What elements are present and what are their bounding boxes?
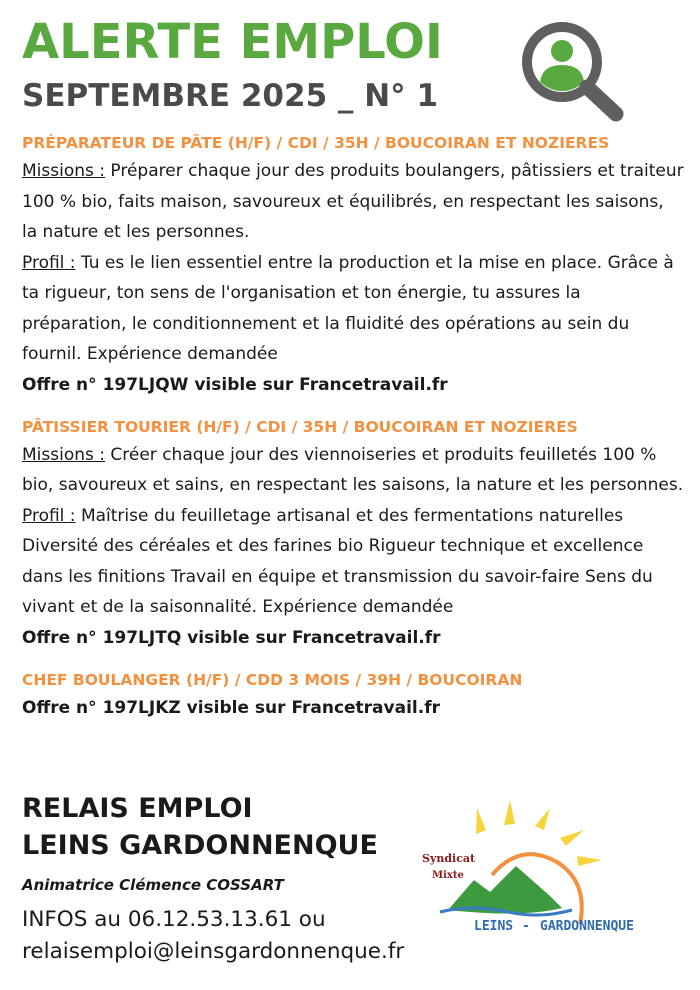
offer-preparateur [22, 130, 684, 400]
offer-profil [22, 501, 684, 623]
footer-phone: INFOS au 06.12.53.13.61 ou [22, 907, 326, 932]
logo-separator: - [522, 919, 530, 934]
offer-title: PÂTISSIER TOURIER (H/F) / CDI / 35H / BOUCOIRAN ET NOZIERES [22, 417, 578, 436]
missions-label: Missions : [22, 161, 105, 181]
offer-reference: Offre n° 197LJQW visible sur Francetravail.fr [22, 374, 448, 395]
offer-chef-boulanger [22, 667, 684, 723]
page-title: ALERTE EMPLOI [22, 14, 443, 70]
logo-syndicat-text: Syndicat [422, 852, 476, 865]
offer-profil [22, 248, 684, 370]
issue-subtitle: SEPTEMBRE 2025 _ N° 1 [22, 78, 439, 114]
logo-mixte-text: Mixte [432, 870, 464, 881]
profil-label: Profil : [22, 505, 76, 526]
offer-missions [22, 156, 684, 248]
hills-graphic [448, 866, 562, 914]
profil-label: Profil : [22, 252, 76, 273]
offer-patissier [22, 414, 684, 653]
profil-text: Tu es le lien essentiel entre la production et la mise en place. Grâce à ta rigueur, ton sens de l'organisation et ton énergie, tu assures la préparation, le conditionnement et la fluidité des opérations au sein du fournil. Expérience demandée [22, 252, 674, 364]
offer-title: PRÉPARATEUR DE PÂTE (H/F) / CDI / 35H / BOUCOIRAN ET NOZIERES [22, 134, 610, 152]
syndicat-logo [412, 800, 677, 960]
offer-title: CHEF BOULANGER (H/F) / CDD 3 MOIS / 39H / BOUCOIRAN [22, 670, 523, 689]
missions-text: Créer chaque jour des viennoiseries et produits feuilletés 100 % bio, savoureux et sains, en respectant les saisons, la nature et les personnes. [22, 444, 684, 495]
missions-text: Préparer chaque jour des produits boulangers, pâtissiers et traiteur 100 % bio, faits maison, savoureux et équilibrés, en respectant les saisons, la nature et les personnes. [22, 161, 684, 242]
offer-missions [22, 440, 684, 501]
search-person-icon [516, 16, 628, 124]
footer-email: relaisemploi@leinsgardonnenque.fr [22, 939, 405, 964]
offer-reference: Offre n° 197LJTQ visible sur Francetravail.fr [22, 627, 441, 648]
logo-name-right: GARDONNENQUE [540, 919, 634, 934]
offers-list [22, 130, 684, 737]
profil-text: Maîtrise du feuilletage artisanal et des fermentations naturelles Diversité des céréales et des farines bio Rigueur technique et excellence dans les finitions Travail en équipe et transmission du savoir-faire Sens du vivant et de la saisonnalité. Expérience demandée [22, 505, 653, 617]
footer-contact-person: Animatrice Clémence COSSART [22, 876, 284, 894]
logo-name-left: LEINS [474, 919, 514, 934]
missions-label: Missions : [22, 444, 105, 465]
contact-footer [22, 790, 442, 968]
footer-title-line1: RELAIS EMPLOI [22, 793, 253, 824]
offer-reference: Offre n° 197LJKZ visible sur Francetravail.fr [22, 697, 440, 718]
footer-title-line2: LEINS GARDONNENQUE [22, 830, 378, 861]
